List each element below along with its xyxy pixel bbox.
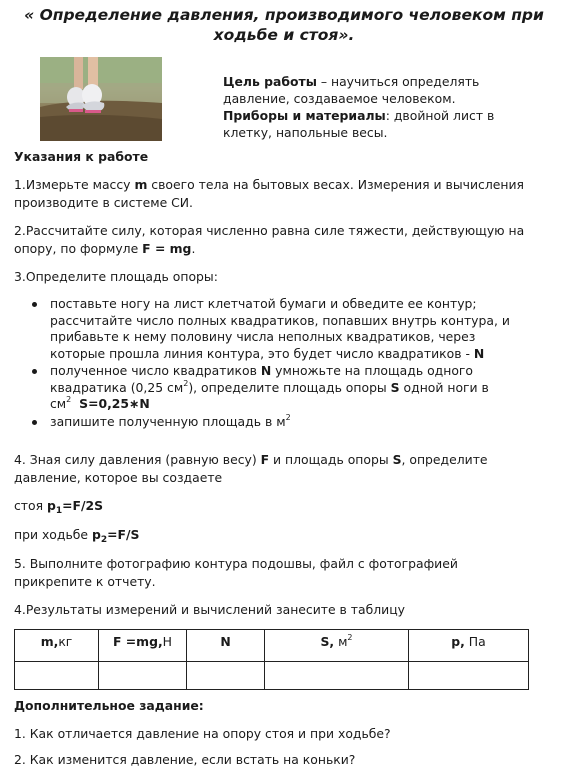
table-cell[interactable]: [409, 662, 529, 690]
goal-block: Цель работы – научиться определять давление, создаваемое человеком. Приборы и материалы: двойной лист в клетку, напольные весы.: [223, 74, 495, 140]
step-3-bullets: [30, 296, 530, 431]
bullet-item: поставьте ногу на лист клетчатой бумаги и обведите ее контур; рассчитайте число полных квадратиков, попавших внутрь контура, и прибавьте к нему половину числа неполных квадратиков, через которые прошла линия контура, это будет число квадратиков - N: [30, 296, 530, 362]
step-4: 4. Зная силу давления (равную весу) F и площадь опоры S, определите давление, которое вы создаете: [14, 452, 488, 485]
header-pressure: p, Па: [409, 630, 529, 662]
results-table: [14, 629, 529, 690]
header-count: N: [187, 630, 265, 662]
table-row: [15, 662, 529, 690]
instructions-heading: Указания к работе: [14, 149, 149, 164]
extra-question-2: 2. Как изменится давление, если встать на коньки?: [14, 752, 356, 767]
extra-question-1: 1. Как отличается давление на опору стоя и при ходьбе?: [14, 726, 391, 741]
table-cell[interactable]: [99, 662, 187, 690]
extra-heading: Дополнительное задание:: [14, 698, 204, 713]
bullet-item: полученное число квадратиков N умножьте на площадь одного квадратика (0,25 $см^2$), определите площадь опоры S одной ноги в $см^2$ S=0,25∗N: [30, 363, 530, 413]
table-cell[interactable]: [15, 662, 99, 690]
step-3: 3.Определите площадь опоры:: [14, 269, 218, 284]
table-cell[interactable]: [187, 662, 265, 690]
header-mass: m,кг: [15, 630, 99, 662]
bullet-item: запишите полученную площадь в $м^2$: [30, 414, 530, 431]
step-2: 2.Рассчитайте силу, которая численно равна силе тяжести, действующую на опору, по формуле F = mg.: [14, 223, 525, 256]
table-cell[interactable]: [265, 662, 409, 690]
step-1: 1.Измерьте массу m своего тела на бытовых весах. Измерения и вычисления производите в системе СИ.: [14, 177, 524, 210]
header-force: F =mg,Н: [99, 630, 187, 662]
step-table-intro: 4.Результаты измерений и вычислений занесите в таблицу: [14, 602, 405, 617]
header-area: S, $м^2$: [265, 630, 409, 662]
walking-feet-photo: [40, 57, 162, 141]
formula-standing: стоя $p_1=F/2S$: [14, 498, 104, 516]
formula-walking: при ходьбе $p_2=F/S$: [14, 527, 140, 545]
step-5: 5. Выполните фотографию контура подошвы, файл с фотографией прикрепите к отчету.: [14, 556, 458, 589]
page-title: « Определение давления, производимого человеком при ходьбе и стоя».: [24, 6, 544, 44]
table-header-row: [15, 630, 529, 662]
